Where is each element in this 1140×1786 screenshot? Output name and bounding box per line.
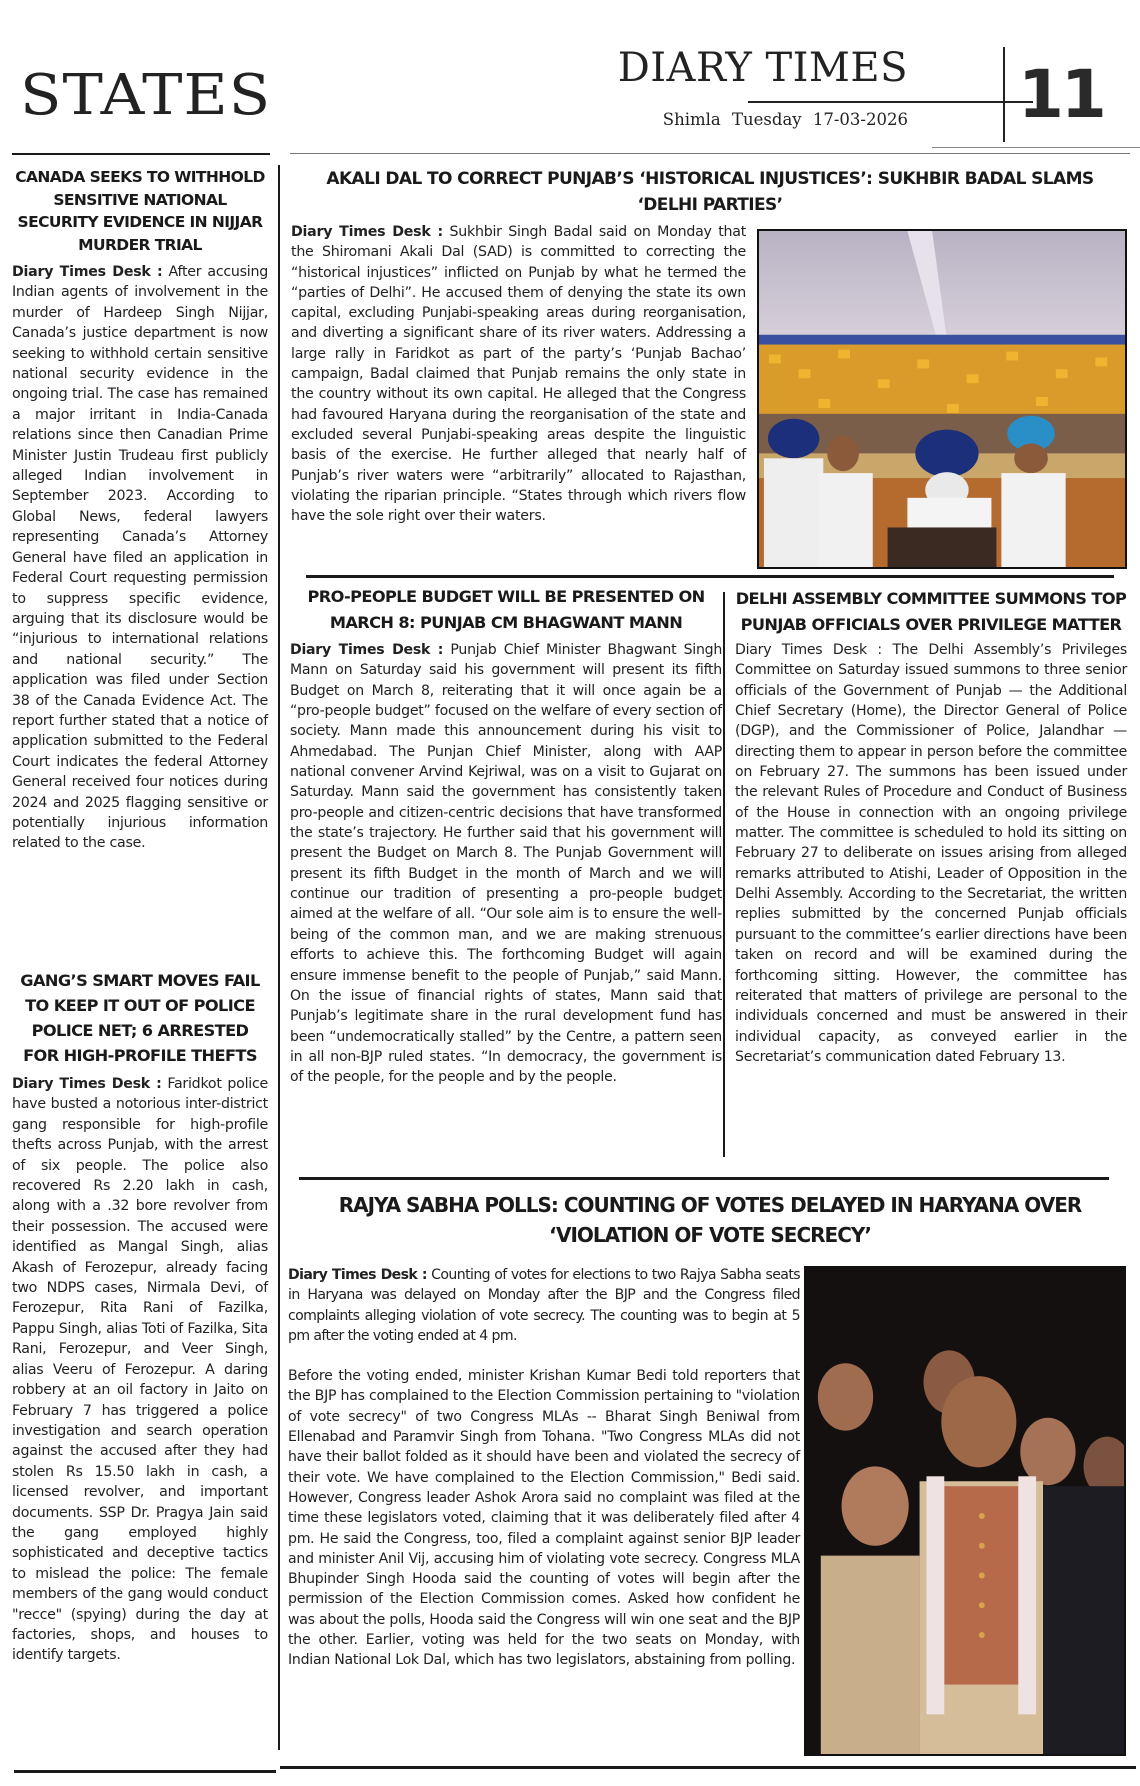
rally-photo-icon (759, 231, 1125, 567)
byline: Diary Times Desk : (12, 1076, 162, 1092)
article-text: Counting of votes for elections to two Rajya Sabha seats in Haryana was delayed on Monday after the BJP and the Congress filed complaints alleging violation of vote secrecy. The counting was to begin at 5 pm after the voting ended at 4 pm. (288, 1267, 800, 1344)
dateline-date: 17-03-2026 (812, 110, 908, 129)
headline-delhi: DELHI ASSEMBLY COMMITTEE SUMMONS TOP PUNJAB OFFICIALS OVER PRIVILEGE MATTER (735, 589, 1127, 634)
politicians-photo-icon (806, 1268, 1124, 1754)
left-column-divider (278, 165, 280, 1750)
article-text: Punjab Chief Minister Bhagwant Singh Mann on Saturday said his government will present its fifth Budget on March 8, reiterating that it will once again be a “pro-people budget” focused on the welfare of every section of society. Mann made this announcement during his visit to Ahmedabad. The Punjan Chief Minister, along with AAP national convener Arvind Kejriwal, was on a visit to Gujarat on Saturday. Mann said the government has consistently taken pro-people and citizen-centric decisions that have transformed the state’s trajectory. He further said that his government will present the Budget on March 8. The Punjab Government will present its fifth Budget in the month of March and we will continue our tradition of presenting a pro-people budget aimed at the welfare of all. “Our sole aim is to ensure the well-being of the common man, and we are making strenuous efforts to achieve this. The forthcoming Budget will again ensure immense benefit to the people of Punjab,” said Mann. On the issue of financial rights of states, Mann said that Punjab’s legitimate share in the rural development fund has been “undemocratically stalled” by the Centre, a pattern seen in all non-BJP ruled states. “In democracy, the government is of the people, for the people and by the people. (290, 642, 722, 1086)
headline-akali: AKALI DAL TO CORRECT PUNJAB’S ‘HISTORICAL INJUSTICES’: SUKHBIR BADAL SLAMS ‘DELHI PARTIES’ (326, 169, 1094, 215)
bottom-rule-left (14, 1770, 276, 1773)
headline-gang: GANG’S SMART MOVES FAIL TO KEEP IT OUT OF POLICE POLICE NET; 6 ARRESTED FOR HIGH-PROFILE THEFTS (20, 971, 260, 1065)
article-rajya-sabha (290, 1190, 1130, 1250)
mid-bottom-rule (299, 1177, 1109, 1180)
byline: Diary Times Desk : (12, 264, 163, 280)
photo-akali-rally (757, 229, 1127, 569)
headline-rajya-sabha: RAJYA SABHA POLLS: COUNTING OF VOTES DELAYED IN HARYANA OVER ‘VIOLATION OF VOTE SECRECY’ (338, 1193, 1082, 1247)
article-text: After accusing Indian agents of involvement in the murder of Hardeep Singh Nijjar, Canada’s justice department is now seeking to withhold certain sensitive national security evidence in the ongoing trial. The case has remained a major irritant in India-Canada relations since then Canadian Prime Minister Justin Trudeau first publicly alleged Indian involvement in September 2023. According to Global News, federal lawyers representing Canada’s Attorney General have filed an application in Federal Court requesting permission to suppress specific evidence, arguing that its disclosure would be “injurious to international relations and national security.” The application was filed under Section 38 of the Canada Evidence Act. The report further stated that a notice of application submitted to the Federal Court indicates the federal Attorney General received four notices during 2024 and 2025 flagging sensitive or potentially injurious information related to the case. (12, 264, 268, 852)
headline-canada: CANADA SEEKS TO WITHHOLD SENSITIVE NATIONAL SECURITY EVIDENCE IN NIJJAR MURDER TRIAL (15, 168, 265, 254)
article-delhi (735, 586, 1127, 1067)
article-body-delhi (735, 640, 1127, 1067)
article-paragraph-1 (288, 1265, 800, 1346)
section-title: STATES (20, 63, 272, 128)
article-text: The Delhi Assembly’s Privileges Committee on Saturday issued summons to three senior officials of the Government of Punjab — the Additional Chief Secretary (Home), the Director General of Police (DGP), and the Commissioner of Police, Jalandhar — directing them to appear in person before the committee on February 27. The summons has been issued under the relevant Rules of Procedure and Conduct of Business of the House in connection with an ongoing privilege matter. The committee is scheduled to hold its sitting on February 27 to deliberate on issues arising from alleged remarks attributed to Atishi, Leader of Opposition in the Delhi Assembly. According to the Secretariat, the written replies submitted by the concerned Punjab officials pursuant to the committee’s earlier directions have been taken on record and will be examined during the forthcoming sitting. However, the committee has reiterated that matters of privilege are personal to the individuals concerned and must be answered in their individual capacity, as conveyed earlier in the Secretariat’s communication dated February 13. (735, 642, 1127, 1065)
article-akali (290, 166, 1130, 218)
article-body-budget (290, 640, 722, 1088)
page-number: 11 (1018, 56, 1104, 133)
photo-rajya-sabha (804, 1266, 1126, 1756)
article-paragraph-2: Before the voting ended, minister Krishan Kumar Bedi told reporters that the BJP has complained to the Election Commission pertaining to "violation of vote secrecy" of two Congress MLAs -- Bharat Singh Beniwal from Ellenabad and Paramvir Singh from Tohana. "Two Congress MLAs did not have their ballot folded as it should have been and violated the secrecy of their vote. We have complained to the Election Commission," Bedi said. However, Congress leader Ashok Arora said no complaint was filed at the time these legislators voted, claiming that it was deliberately filed after 4 pm. He said the Congress, too, filed a complaint against senior BJP leader and minister Anil Vij, accusing him of violating vote secrecy. Congress MLA Bhupinder Singh Hooda said the counting of votes will begin after the permission of the Election Commission comes. Asked how confident he was about the polls, Hooda said the Congress will win one seat and the BJP the other. Earlier, voting was held for the two seats on Monday, with Indian National Lok Dal, which has two legislators, abstaining from polling. (288, 1368, 800, 1669)
bottom-rule-right (280, 1766, 1136, 1769)
dateline-city: Shimla (662, 110, 721, 129)
dateline (548, 110, 908, 129)
headline-budget: PRO-PEOPLE BUDGET WILL BE PRESENTED ON MARCH 8: PUNJAB CM BHAGWANT MANN (307, 587, 705, 632)
article-body-rajya-sabha (288, 1265, 800, 1671)
middle-column-divider (723, 592, 725, 1157)
top-rule-left (12, 153, 270, 155)
byline: Diary Times Desk : (290, 642, 444, 658)
article-gang (12, 968, 268, 1666)
article-budget (290, 584, 722, 1088)
article-canada (12, 166, 268, 854)
akali-bottom-rule (306, 575, 1114, 578)
dateline-day: Tuesday (732, 110, 802, 129)
article-text: Faridkot police have busted a notorious inter-district gang responsible for high-profile thefts across Punjab, with the arrest of six people. The police also recovered Rs 2.20 lakh in cash, along with a .32 bore revolver from their possession. The accused were identified as Mangal Singh, alias Akash of Ferozepur, already facing two NDPS cases, Nirmala Devi, of Ferozepur, Rita Rani of Fazilka, Pappu Singh, alias Toti of Fazilka, Sita Rani, Ferozepur, and Veer Singh, alias Veeru of Ferozepur. A daring robbery at an oil factory in Jaito on February 7 has triggered a police investigation and search operation against the accused after they had stolen Rs 15.50 lakh in cash, a licensed revolver, and important documents. SSP Dr. Pragya Jain said the gang employed highly sophisticated and deceptive tactics to mislead the police: The female members of the gang would conduct "recce" (spying) during the day at factories, shops, and houses to identify targets. (12, 1076, 268, 1664)
article-body-akali (291, 222, 746, 526)
byline: Diary Times Desk : (735, 642, 882, 658)
article-body-canada (12, 262, 268, 854)
article-text: Sukhbir Singh Badal said on Monday that the Shiromani Akali Dal (SAD) is committed to correcting the “historical injustices” inflicted on Punjab by what he termed the “parties of Delhi”. He accused them of denying the state its own capital, excluding Punjabi-speaking areas during reorganisation, and diverting a significant share of its river waters. Addressing a large rally in Faridkot as part of the party’s ‘Punjab Bachao’ campaign, Badal claimed that Punjab remains the only state in the country without its own capital. He alleged that the Congress had favoured Haryana during the reorganisation of the state and excluded several Punjabi-speaking areas despite the linguistic basis of the exercise. He further alleged that nearly half of Punjab’s river waters were “arbitrarily” allocated to Rajasthan, violating the riparian principle. “States through which rivers flow have the sole right over their waters. (291, 224, 747, 525)
byline: Diary Times Desk : (288, 1267, 427, 1283)
masthead-divider (1003, 47, 1005, 142)
masthead-underline (932, 147, 1140, 148)
newspaper-name: DIARY TIMES (617, 45, 908, 91)
byline: Diary Times Desk : (291, 224, 443, 240)
article-body-gang (12, 1074, 268, 1666)
top-rule-right (290, 153, 1130, 154)
masthead-rule (748, 101, 1033, 103)
